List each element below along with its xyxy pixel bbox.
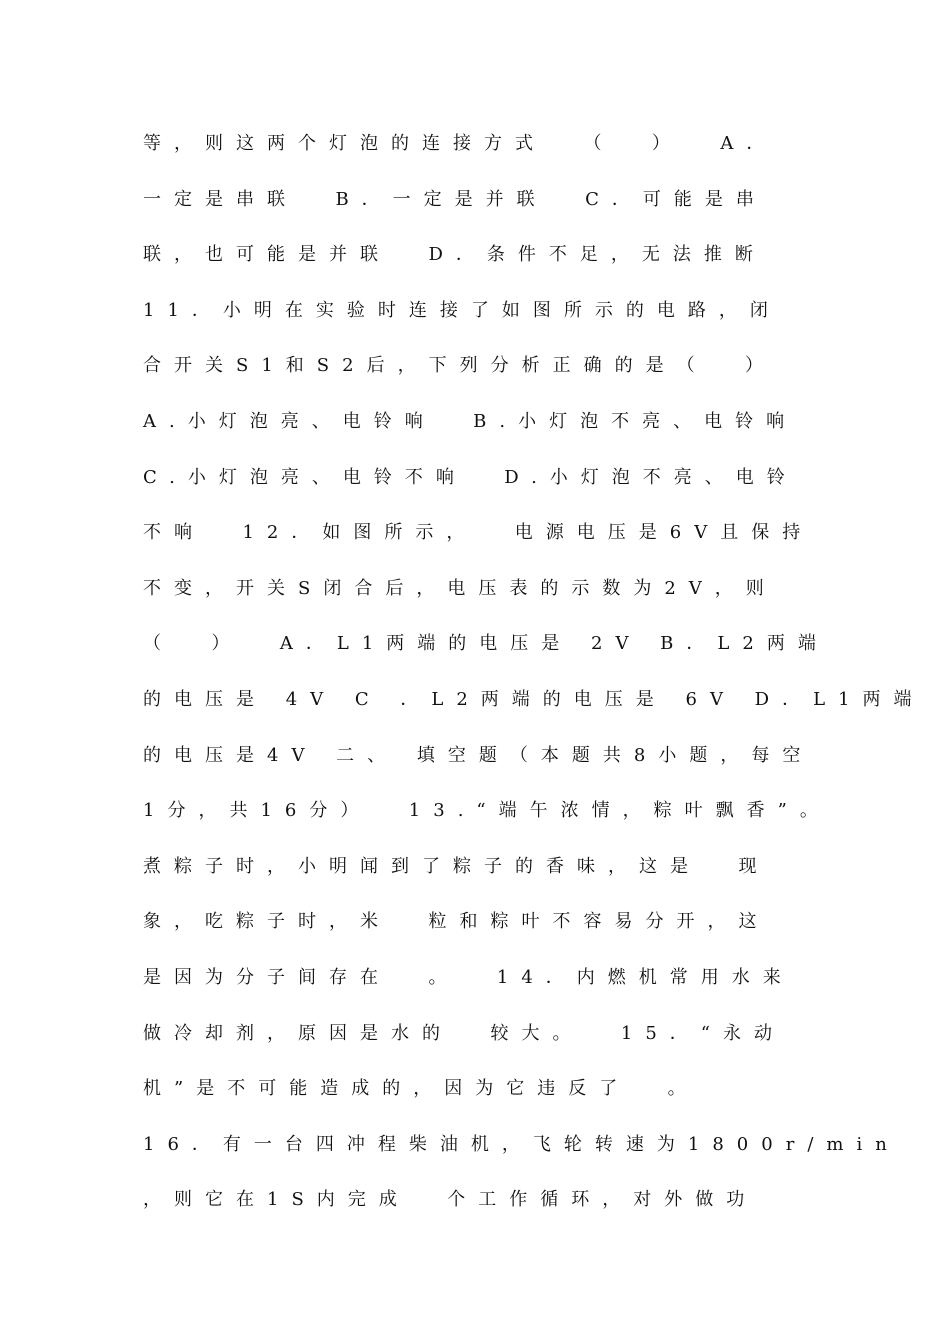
text-line: 一定是串联 B．一定是并联 C．可能是串: [143, 188, 767, 210]
text-line: （ ） A．L1两端的电压是 2V B．L2两端: [143, 633, 829, 655]
text-line: 1分，共16分） 13.“端午浓情，粽叶飘香”。: [143, 800, 831, 822]
text-line: 11．小明在实验时连接了如图所示的电路，闭: [143, 299, 781, 321]
text-line: 16．有一台四冲程柴油机，飞轮转速为1800r/min: [143, 1133, 900, 1155]
text-line: 做冷却剂，原因是水的 较大。 15．“永动: [143, 1022, 785, 1044]
text-line: 不响 12．如图所示， 电源电压是6V且保持: [143, 522, 814, 544]
text-line: 的电压是 4V C ．L2两端的电压是 6V D．L1两端: [143, 688, 925, 710]
text-line: 等，则这两个灯泡的连接方式 （ ） A．: [143, 133, 778, 154]
text-line: 机”是不可能造成的，因为它违反了 。: [143, 1078, 699, 1100]
question-text-block: [143, 124, 925, 1236]
text-line: 煮粽子时，小明闻到了粽子的香味，这是 现: [143, 855, 770, 877]
text-line: 不变，开关S闭合后，电压表的示数为2V，则: [143, 577, 777, 599]
text-line: 象，吃粽子时，米 粒和粽叶不容易分开，这: [143, 911, 770, 933]
text-line: C.小灯泡亮、电铃不响 D.小灯泡不亮、电铃: [143, 466, 798, 488]
text-line: 的电压是4V 二、 填空题（本题共8小题，每空: [143, 744, 814, 766]
text-line: 合开关S1和S2后，下列分析正确的是（ ）: [143, 355, 777, 377]
text-line: 联，也可能是并联 D．条件不足，无法推断: [143, 244, 766, 266]
text-line: A.小灯泡亮、电铃响 B.小灯泡不亮、电铃响: [143, 410, 798, 432]
text-line: 是因为分子间存在 。 14．内燃机常用水来: [143, 966, 794, 988]
text-line: ，则它在1S内完成 个工作循环，对外做功: [143, 1189, 758, 1211]
